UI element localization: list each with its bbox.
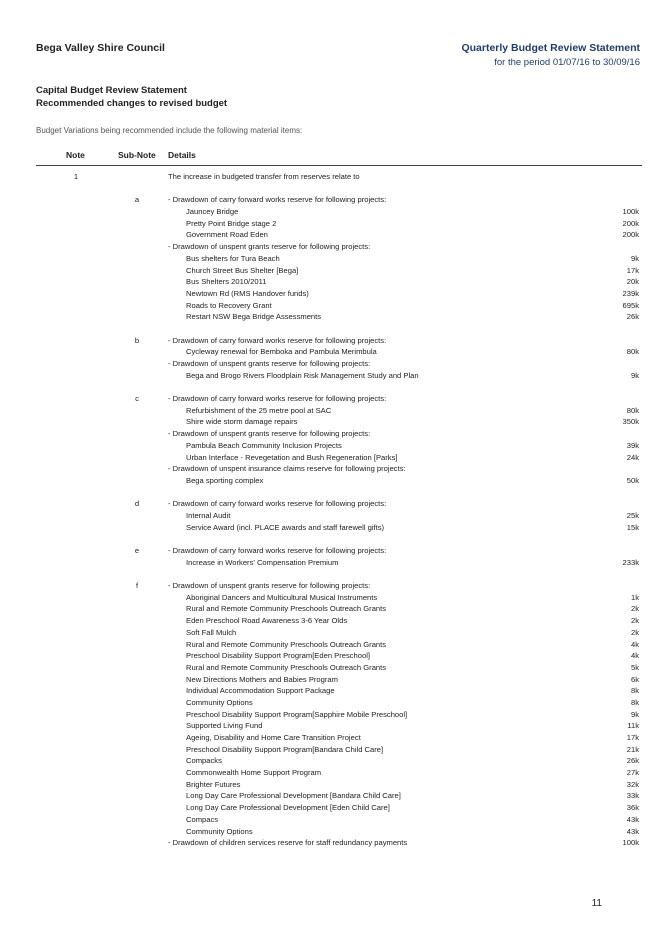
row-amount: 100k: [622, 207, 639, 217]
row-amount: 695k: [622, 300, 639, 310]
row-subnote: d: [134, 499, 140, 509]
row-amount: 43k: [626, 826, 639, 836]
row-detail: - Drawdown of unspent grants reserve for following projects:: [168, 242, 371, 252]
table-row: [0, 732, 662, 744]
table-row: [0, 545, 662, 557]
row-detail: Eden Preschool Road Awareness 3-6 Year Olds: [186, 616, 348, 626]
row-detail: Rural and Remote Community Preschools Outreach Grants: [186, 639, 387, 649]
row-detail: Pretty Point Bridge stage 2: [186, 218, 277, 228]
table-row: [0, 335, 662, 347]
table-row: [0, 510, 662, 522]
table-row: [0, 405, 662, 417]
table-row: [0, 428, 662, 440]
table-row: [0, 779, 662, 791]
section-title: Capital Budget Review Statement: [36, 85, 187, 96]
row-detail: Increase in Workers' Compensation Premium: [186, 557, 339, 567]
table-row: [0, 253, 662, 265]
row-amount: 36k: [626, 803, 639, 813]
row-detail: Community Options: [186, 697, 253, 707]
table-row: [0, 627, 662, 639]
row-detail: Rural and Remote Community Preschools Outreach Grants: [186, 604, 387, 614]
table-row: [0, 790, 662, 802]
row-detail: Bus shelters for Tura Beach: [186, 253, 280, 263]
table-row: [0, 241, 662, 253]
row-amount: 43k: [626, 814, 639, 824]
row-detail: - Drawdown of carry forward works reserve for following projects:: [168, 195, 387, 205]
table-row: [0, 639, 662, 651]
row-detail: Cycleway renewal for Bemboka and Pambula Merimbula: [186, 347, 377, 357]
row-amount: 6k: [630, 674, 639, 684]
row-amount: 2k: [630, 627, 639, 637]
row-note: 1: [73, 172, 79, 181]
row-amount: 32k: [626, 779, 639, 789]
row-amount: 2k: [630, 616, 639, 626]
row-subnote: e: [134, 546, 140, 555]
table-row: [0, 229, 662, 241]
row-spacer: [0, 487, 662, 499]
row-detail: New Directions Mothers and Babies Program: [186, 674, 338, 684]
row-detail: Internal Audit: [186, 510, 231, 520]
row-amount: 20k: [626, 277, 639, 287]
row-amount: 350k: [622, 417, 639, 427]
table-row: [0, 650, 662, 662]
table-row: [0, 358, 662, 370]
row-detail: Jauncey Bridge: [186, 207, 239, 217]
row-amount: 2k: [630, 604, 639, 614]
row-amount: 5k: [630, 662, 639, 672]
table-row: [0, 580, 662, 592]
row-amount: 80k: [626, 347, 639, 357]
table-row: [0, 475, 662, 487]
table-row: [0, 452, 662, 464]
row-detail: Bega sporting complex: [186, 475, 264, 485]
row-detail: - Drawdown of carry forward works reserve for following projects:: [168, 335, 387, 345]
table-row: [0, 557, 662, 569]
row-detail: Bega and Brogo Rivers Floodplain Risk Management Study and Plan: [186, 370, 419, 380]
row-detail: - Drawdown of unspent insurance claims reserve for following projects:: [168, 464, 406, 474]
row-detail: Preschool Disability Support Program[Sapphire Mobile Preschool]: [186, 709, 408, 719]
row-detail: Newtown Rd (RMS Handover funds): [186, 288, 309, 298]
report-title: Quarterly Budget Review Statement: [461, 42, 640, 54]
row-detail: Rural and Remote Community Preschools Outreach Grants: [186, 662, 387, 672]
row-detail: Refurbishment of the 25 metre pool at SAC: [186, 405, 332, 415]
table-row: [0, 498, 662, 510]
row-spacer: [0, 568, 662, 580]
council-name: Bega Valley Shire Council: [36, 42, 165, 54]
row-amount: 50k: [626, 475, 639, 485]
table-row: [0, 615, 662, 627]
report-period: for the period 01/07/16 to 30/09/16: [494, 57, 640, 68]
table-row: [0, 276, 662, 288]
row-detail: - Drawdown of unspent grants reserve for following projects:: [168, 359, 371, 368]
row-amount: 9k: [630, 253, 639, 263]
table-row: [0, 709, 662, 721]
row-amount: 4k: [630, 639, 639, 649]
row-detail: Government Road Eden: [186, 230, 268, 240]
row-detail: Long Day Care Professional Development [Bandara Child Care]: [186, 791, 401, 801]
row-amount: 25k: [626, 510, 639, 520]
table-row: [0, 744, 662, 756]
row-detail: Pambula Beach Community Inclusion Projects: [186, 440, 342, 450]
header-divider: [36, 165, 642, 166]
row-detail: Bus Shelters 2010/2011: [186, 277, 267, 287]
table-row: [0, 194, 662, 206]
table-row: [0, 463, 662, 475]
row-detail: Long Day Care Professional Development [Eden Child Care]: [186, 803, 390, 813]
row-detail: Aboriginal Dancers and Multicultural Musical Instruments: [186, 592, 378, 602]
row-detail: - Drawdown of unspent grants reserve for following projects:: [168, 581, 371, 591]
row-amount: 24k: [626, 452, 639, 462]
table-row: [0, 218, 662, 230]
row-subnote: a: [134, 195, 140, 205]
row-amount: 200k: [622, 230, 639, 240]
row-subnote: f: [135, 581, 139, 591]
row-spacer: [0, 533, 662, 545]
row-detail: Soft Fall Mulch: [186, 627, 237, 637]
row-amount: 200k: [622, 218, 639, 228]
row-amount: 9k: [630, 709, 639, 719]
row-detail: - Drawdown of unspent grants reserve for following projects:: [168, 429, 371, 439]
row-amount: 21k: [626, 744, 639, 754]
row-amount: 33k: [626, 791, 639, 801]
row-detail: Urban Interface - Revegetation and Bush Regeneration [Parks]: [186, 452, 398, 462]
column-header-details: Details: [168, 150, 196, 160]
row-amount: 39k: [626, 440, 639, 450]
page-number: 11: [591, 898, 602, 909]
table-row: [0, 826, 662, 838]
table-row: [0, 685, 662, 697]
row-detail: Church Street Bus Shelter [Bega]: [186, 265, 299, 275]
row-amount: 8k: [630, 697, 639, 707]
row-spacer: [0, 183, 662, 195]
table-row: [0, 674, 662, 686]
row-detail: Supported Living Fund: [186, 721, 263, 731]
row-amount: 17k: [626, 265, 639, 275]
row-detail: Individual Accommodation Support Package: [186, 686, 335, 696]
table-row: [0, 837, 662, 849]
row-detail: Roads to Recovery Grant: [186, 300, 272, 310]
table-row: [0, 206, 662, 218]
table-row: [0, 370, 662, 382]
row-subnote: b: [134, 335, 140, 345]
row-detail: - Drawdown of children services reserve for staff redundancy payments: [168, 838, 408, 848]
row-detail: Restart NSW Bega Bridge Assessments: [186, 312, 322, 322]
row-amount: 100k: [622, 838, 639, 848]
table-row: [0, 603, 662, 615]
column-header-subnote: Sub-Note: [118, 150, 156, 160]
row-amount: 239k: [622, 288, 639, 298]
row-amount: 80k: [626, 405, 639, 415]
column-header-note: Note: [66, 150, 85, 160]
row-detail: Commonwealth Home Support Program: [186, 768, 322, 778]
row-detail: - Drawdown of carry forward works reserve for following projects:: [168, 546, 387, 555]
row-detail: Brighter Futures: [186, 779, 241, 789]
table-row: [0, 720, 662, 732]
row-amount: 26k: [626, 312, 639, 322]
row-amount: 15k: [626, 522, 639, 532]
row-detail: Service Award (incl. PLACE awards and staff farewell gifts): [186, 522, 385, 532]
row-spacer: [0, 323, 662, 335]
table-row: [0, 311, 662, 323]
table-row: [0, 393, 662, 405]
table-row: [0, 265, 662, 277]
row-amount: 27k: [626, 768, 639, 778]
row-detail: Community Options: [186, 826, 253, 836]
row-amount: 26k: [626, 756, 639, 766]
table-row: [0, 171, 662, 183]
row-detail: - Drawdown of carry forward works reserve for following projects:: [168, 499, 387, 509]
row-amount: 1k: [630, 592, 639, 602]
table-row: [0, 755, 662, 767]
table-row: [0, 697, 662, 709]
row-detail: Ageing, Disability and Home Care Transition Project: [186, 733, 361, 742]
row-detail: Compacks: [186, 756, 222, 766]
table-row: [0, 346, 662, 358]
table-row: [0, 767, 662, 779]
table-row: [0, 802, 662, 814]
row-subnote: c: [135, 394, 139, 404]
variations-table: [0, 171, 662, 849]
table-row: [0, 416, 662, 428]
table-row: [0, 300, 662, 312]
row-detail: Shire wide storm damage repairs: [186, 417, 298, 427]
row-amount: 8k: [630, 686, 639, 696]
table-row: [0, 592, 662, 604]
table-row: [0, 522, 662, 534]
row-detail: - Drawdown of carry forward works reserve for following projects:: [168, 394, 387, 404]
table-row: [0, 814, 662, 826]
row-detail: Preschool Disability Support Program[Bandara Child Care]: [186, 744, 384, 754]
row-amount: 4k: [630, 651, 639, 661]
row-amount: 9k: [630, 370, 639, 380]
row-detail: Preschool Disability Support Program[Eden Preschool]: [186, 651, 371, 661]
row-spacer: [0, 381, 662, 393]
row-detail: Compacs: [186, 814, 219, 824]
table-row: [0, 288, 662, 300]
row-amount: 11k: [627, 721, 639, 731]
row-amount: 233k: [622, 557, 639, 567]
table-row: [0, 662, 662, 674]
intro-text: Budget Variations being recommended include the following material items:: [36, 126, 303, 135]
table-row: [0, 440, 662, 452]
row-detail: The increase in budgeted transfer from reserves relate to: [168, 172, 360, 181]
section-subtitle: Recommended changes to revised budget: [36, 98, 228, 109]
row-amount: 17k: [626, 733, 639, 742]
